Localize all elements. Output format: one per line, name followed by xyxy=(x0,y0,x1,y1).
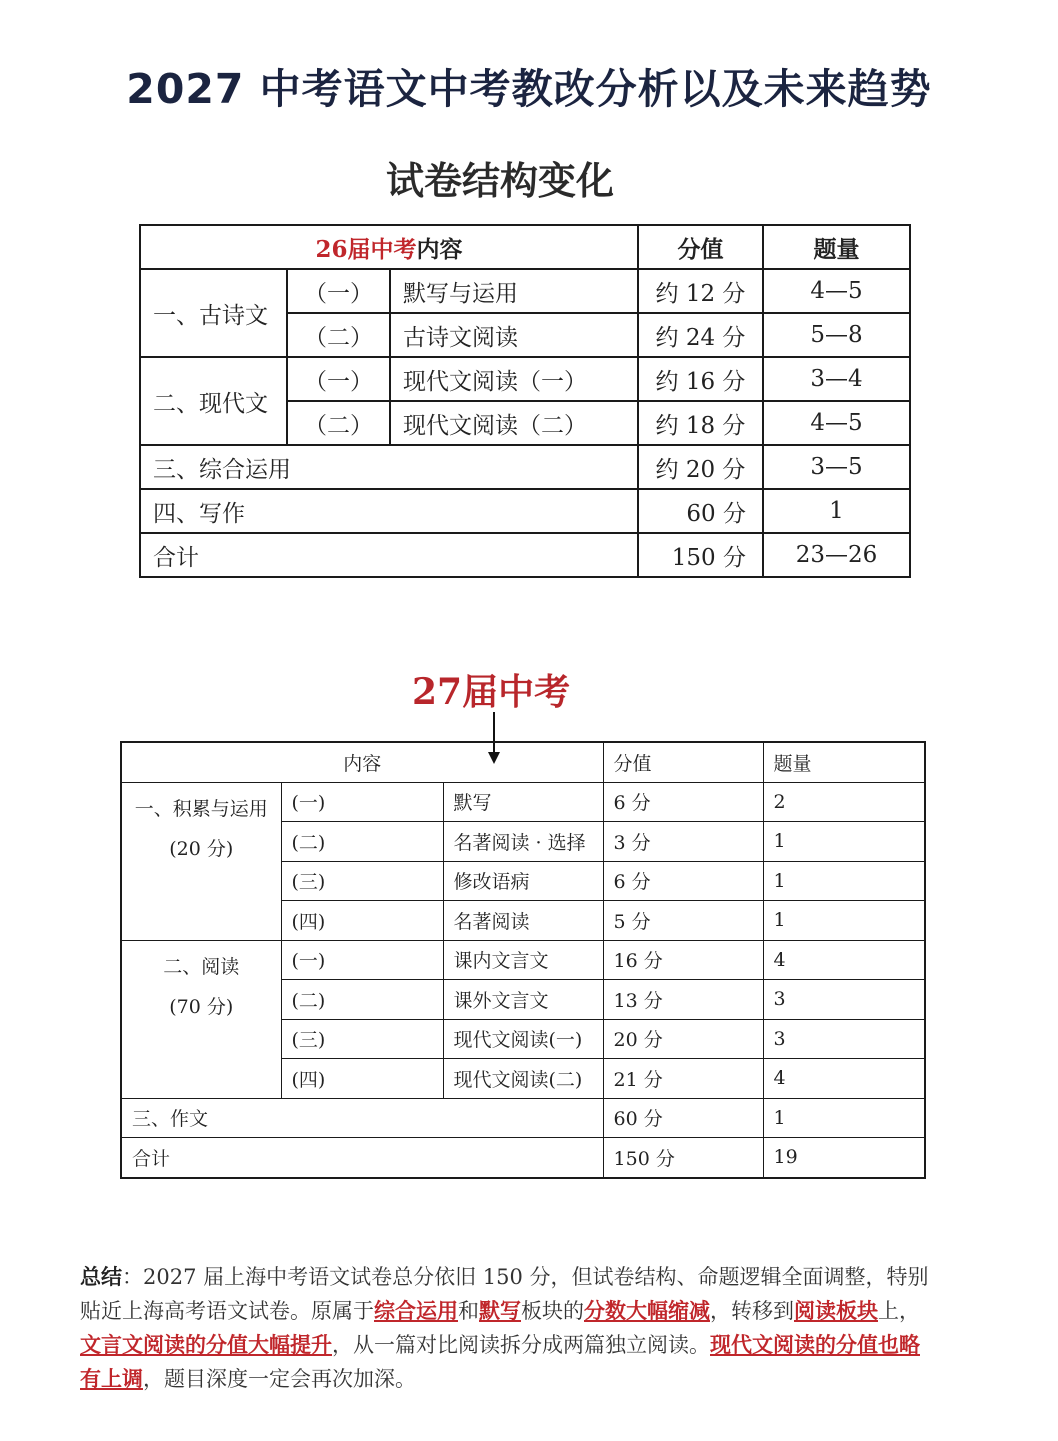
single-name: 三、综合运用 xyxy=(140,445,638,489)
group-name: 一、积累与运用 xyxy=(134,797,268,820)
total-name: 合计 xyxy=(140,533,638,577)
group-score: (20 分) xyxy=(169,837,234,860)
row-score: 5 分 xyxy=(603,901,763,941)
highlight-text: 综合运用 xyxy=(374,1298,458,1323)
summary-text: ，转移到 xyxy=(710,1299,794,1323)
row-num: (三) xyxy=(281,861,443,901)
table-row xyxy=(121,782,925,822)
group-cell xyxy=(121,782,281,940)
table-row xyxy=(140,445,910,489)
summary-label: 总结 xyxy=(80,1264,122,1289)
row-item: 现代文阅读（一） xyxy=(390,357,638,401)
row-num: （二） xyxy=(287,401,390,445)
row-count: 1 xyxy=(763,822,925,862)
row-num: (一) xyxy=(281,940,443,980)
row-score: 约 20 分 xyxy=(638,445,763,489)
total-name: 合计 xyxy=(121,1138,603,1178)
total-score: 150 分 xyxy=(638,533,763,577)
row-count: 3 xyxy=(763,980,925,1020)
summary-text: 上， xyxy=(878,1299,920,1323)
row-score: 约 24 分 xyxy=(638,313,763,357)
row-item: 现代文阅读（二） xyxy=(390,401,638,445)
row-score: 16 分 xyxy=(603,940,763,980)
total-score: 150 分 xyxy=(603,1138,763,1178)
row-num: (四) xyxy=(281,901,443,941)
row-score: 20 分 xyxy=(603,1019,763,1059)
row-num: (三) xyxy=(281,1019,443,1059)
summary-text: 板块的 xyxy=(521,1299,584,1323)
row-num: (一) xyxy=(281,782,443,822)
group-name: 一、古诗文 xyxy=(140,269,287,357)
row-count: 4—5 xyxy=(763,269,910,313)
row-score: 约 18 分 xyxy=(638,401,763,445)
row-item: 默写 xyxy=(443,782,603,822)
highlight-text: 文言文阅读的分值大幅提升 xyxy=(80,1332,332,1357)
row-score: 约 16 分 xyxy=(638,357,763,401)
group-score: (70 分) xyxy=(169,995,234,1018)
row-num: （一） xyxy=(287,269,390,313)
table-row xyxy=(140,269,910,313)
table-row xyxy=(140,489,910,533)
row-count: 3—4 xyxy=(763,357,910,401)
row-item: 课内文言文 xyxy=(443,940,603,980)
header-content: 26届中考内容 xyxy=(140,225,638,269)
row-score: 约 12 分 xyxy=(638,269,763,313)
row-count: 4 xyxy=(763,1059,925,1099)
row-item: 现代文阅读(一) xyxy=(443,1019,603,1059)
row-item: 古诗文阅读 xyxy=(390,313,638,357)
highlight-text: 分数大幅缩减 xyxy=(584,1298,710,1323)
table-27-exam xyxy=(120,741,926,1179)
row-score: 60 分 xyxy=(638,489,763,533)
summary-text: ：2027 届上海中考语文试卷总分依旧 150 分，但试卷结构、命题逻辑全面调整，特别贴近上海高考语文试卷。原属于 xyxy=(80,1265,929,1323)
group-name: 二、阅读 xyxy=(163,955,240,978)
row-count: 2 xyxy=(763,782,925,822)
row-score: 60 分 xyxy=(603,1098,763,1138)
row-num: (四) xyxy=(281,1059,443,1099)
single-name: 四、写作 xyxy=(140,489,638,533)
row-score: 6 分 xyxy=(603,861,763,901)
row-count: 1 xyxy=(763,901,925,941)
table-row xyxy=(140,357,910,401)
total-row xyxy=(121,1138,925,1178)
row-score: 6 分 xyxy=(603,782,763,822)
header-content: 内容 xyxy=(121,742,603,782)
row-count: 3—5 xyxy=(763,445,910,489)
summary-text: ，题目深度一定会再次加深。 xyxy=(143,1367,416,1391)
row-num: (二) xyxy=(281,822,443,862)
row-item: 名著阅读 xyxy=(443,901,603,941)
total-row xyxy=(140,533,910,577)
row-item: 默写与运用 xyxy=(390,269,638,313)
table-row xyxy=(121,1098,925,1138)
label-27-exam: 27届中考 xyxy=(412,671,571,713)
summary-text: 和 xyxy=(458,1299,479,1323)
single-name: 三、作文 xyxy=(121,1098,603,1138)
row-item: 课外文言文 xyxy=(443,980,603,1020)
row-score: 13 分 xyxy=(603,980,763,1020)
row-score: 3 分 xyxy=(603,822,763,862)
row-num: (二) xyxy=(281,980,443,1020)
group-cell xyxy=(121,940,281,1098)
table-header-row xyxy=(121,742,925,782)
highlight-text: 现代文阅读的分值也略有上调 xyxy=(80,1332,920,1391)
total-count: 23—26 xyxy=(763,533,910,577)
header-count: 题量 xyxy=(763,225,910,269)
row-count: 3 xyxy=(763,1019,925,1059)
section-title: 试卷结构变化 xyxy=(385,159,614,203)
summary-paragraph xyxy=(80,1260,930,1396)
row-item: 名著阅读 · 选择 xyxy=(443,822,603,862)
row-item: 修改语病 xyxy=(443,861,603,901)
table-row xyxy=(121,940,925,980)
page-title: 2027 中考语文中考教改分析以及未来趋势 xyxy=(126,65,932,113)
header-score: 分值 xyxy=(638,225,763,269)
row-item: 现代文阅读(二) xyxy=(443,1059,603,1099)
header-score: 分值 xyxy=(603,742,763,782)
row-count: 1 xyxy=(763,1098,925,1138)
group-name: 二、现代文 xyxy=(140,357,287,445)
table-26-exam xyxy=(139,224,911,578)
header-count: 题量 xyxy=(763,742,925,782)
row-score: 21 分 xyxy=(603,1059,763,1099)
row-num: （一） xyxy=(287,357,390,401)
highlight-text: 默写 xyxy=(479,1298,521,1323)
summary-text: ，从一篇对比阅读拆分成两篇独立阅读。 xyxy=(332,1333,710,1357)
table-header-row xyxy=(140,225,910,269)
row-count: 4—5 xyxy=(763,401,910,445)
row-count: 1 xyxy=(763,489,910,533)
row-count: 5—8 xyxy=(763,313,910,357)
highlight-text: 阅读板块 xyxy=(794,1298,878,1323)
row-count: 4 xyxy=(763,940,925,980)
row-num: （二） xyxy=(287,313,390,357)
row-count: 1 xyxy=(763,861,925,901)
total-count: 19 xyxy=(763,1138,925,1178)
